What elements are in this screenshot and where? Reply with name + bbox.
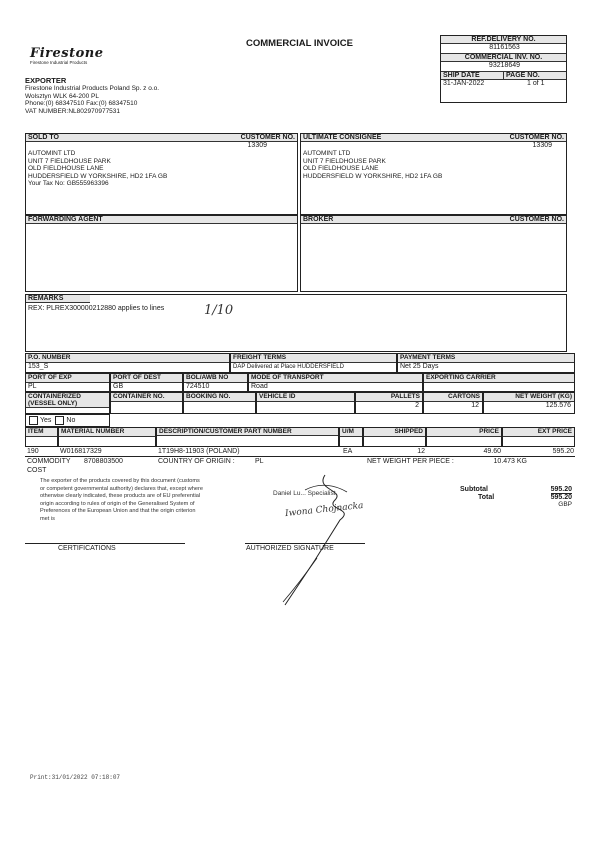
item-row-rule (25, 456, 575, 457)
commodity-value: 8708803500 (84, 458, 123, 465)
port-dest-label: PORT OF DEST (111, 374, 182, 383)
country-label: COUNTRY OF ORIGIN : (158, 458, 235, 465)
commodity-label: COMMODITY (27, 458, 71, 465)
item-ext-price: 595.20 (552, 448, 574, 455)
col-um: U/M (340, 428, 362, 437)
item-um: EA (343, 448, 353, 455)
delivery-no-label: REF.DELIVERY NO. (441, 36, 566, 44)
cost-label: COST (27, 467, 47, 474)
remarks-handwritten: 1/10 (204, 303, 234, 318)
pallets-label: PALLETS (356, 393, 422, 402)
consignee-line: OLD FIELDHOUSE LANE (303, 165, 379, 172)
forwarding-agent-box (25, 215, 298, 292)
no-label: No (66, 416, 76, 424)
ship-date-label: SHIP DATE (441, 72, 504, 80)
document-title: COMMERCIAL INVOICE (246, 38, 353, 49)
net-weight-piece-label: NET WEIGHT PER PIECE : (367, 458, 454, 465)
vehicle-id-label: VEHICLE ID (257, 393, 354, 402)
sold-to-line: AUTOMINT LTD (28, 150, 76, 157)
exporter-line: Firestone Industrial Products Poland Sp. z o.o. (25, 85, 160, 92)
booking-no-label: BOOKING NO. (184, 393, 255, 402)
page-no: 1 of 1 (526, 80, 545, 87)
consignee-box (300, 133, 567, 215)
item-shipped: 12 (417, 448, 425, 455)
col-price: PRICE (427, 428, 501, 437)
exporter-line: VAT NUMBER:NL802970977531 (25, 107, 121, 115)
consignee-line: AUTOMINT LTD (303, 150, 351, 157)
item-material: W016817329 (60, 448, 102, 455)
logo-tagline: Firestone Industrial Products (30, 60, 88, 65)
shipping-grid (25, 353, 575, 427)
exporting-carrier-label: EXPORTING CARRIER (424, 374, 574, 383)
port-exp: PL (28, 383, 37, 390)
bol-no: 724510 (186, 383, 210, 390)
exporter-label: EXPORTER (25, 76, 67, 85)
net-weight-label: NET WEIGHT (KG) (484, 393, 574, 402)
sold-to-customer-no-label: CUSTOMER NO. (240, 134, 295, 141)
pallets: 2 (415, 402, 419, 409)
remarks-box (25, 294, 567, 352)
signature: Iwona Chojnacka (284, 500, 364, 520)
certification-text: The exporter of the products covered by this document (customs or competent governmental authority) declares that, except where otherwise clearly indicated, these products are of EU preferential origin according to rules of origin of the Generalised System of Preferences of the European Union and that the origin criterion met is (40, 478, 203, 522)
sold-to-line: Your Tax No: GB555963396 (28, 180, 109, 187)
signature-scrawl (255, 470, 375, 610)
consignee-customer-no-label: CUSTOMER NO. (509, 134, 564, 141)
reference-box (440, 35, 567, 103)
item-description: 1T19H8-11903 (POLAND) (158, 448, 240, 455)
col-material: MATERIAL NUMBER (59, 428, 155, 437)
bol-label: BOL/AWB NO (184, 374, 247, 383)
broker-box (300, 215, 567, 292)
forwarding-agent-label: FORWARDING AGENT (26, 216, 297, 224)
broker-label: BROKER (303, 216, 334, 223)
payment-terms: Net 25 Days (400, 363, 439, 370)
item-price: 49.60 (483, 448, 501, 455)
consignee-line: HUDDERSFIELD W YORKSHIRE, HD2 1FA GB (303, 172, 443, 180)
net-weight: 125.576 (545, 402, 571, 409)
po-number: 153_S (28, 363, 49, 370)
consignee-label: ULTIMATE CONSIGNEE (303, 134, 382, 141)
country-value: PL (255, 458, 264, 465)
print-footer: Print:31/01/2022 07:18:07 (30, 774, 121, 781)
commercial-inv-label: COMMERCIAL INV. NO. (441, 53, 566, 62)
certifications-rule (25, 543, 185, 544)
ship-date: 31-JAN-2022 (443, 80, 485, 87)
subtotal-label: Subtotal (460, 486, 488, 493)
sold-to-box (25, 133, 298, 215)
net-weight-piece: 10.473 KG (493, 458, 527, 465)
total-label: Total (478, 494, 495, 501)
total-value: 595.20 (550, 494, 572, 501)
subtotal-value: 595.20 (550, 486, 572, 493)
remarks-label: REMARKS (26, 295, 90, 303)
mode-of-transport-label: MODE OF TRANSPORT (249, 374, 422, 383)
stamp-text: Daniel Lu... Specialist (273, 490, 336, 497)
checkbox-yes[interactable] (29, 416, 38, 425)
page-no-label: PAGE NO. (504, 72, 566, 80)
item-no: 190 (27, 448, 39, 455)
sold-to-customer-no: 13309 (247, 142, 267, 149)
company-logo (30, 46, 104, 65)
port-exp-label: PORT OF EXP (26, 374, 109, 383)
containerized-label: CONTAINERIZED (VESSEL ONLY) (26, 393, 109, 408)
col-shipped: SHIPPED (364, 428, 425, 437)
commercial-inv-no: 93218649 (488, 62, 521, 69)
authorized-rule (245, 543, 365, 544)
delivery-no: 81161563 (489, 44, 520, 51)
certifications-label: CERTIFICATIONS (58, 545, 116, 552)
port-dest: GB (113, 383, 124, 390)
totals-block (460, 486, 572, 508)
broker-customer-no-label: CUSTOMER NO. (509, 216, 564, 223)
consignee-customer-no: 13309 (532, 142, 552, 149)
cartons-label: CARTONS (424, 393, 482, 402)
po-number-label: P.O. NUMBER (26, 354, 229, 363)
freight-terms-label: FREIGHT TERMS (231, 354, 396, 363)
col-ext-price: EXT PRICE (503, 428, 574, 437)
currency: GBP (558, 501, 572, 508)
sold-to-line: UNIT 7 FIELDHOUSE PARK (28, 157, 111, 165)
exporter-line: Phone:(0) 68347510 Fax:(0) 68347510 (25, 100, 138, 107)
consignee-line: UNIT 7 FIELDHOUSE PARK (303, 157, 386, 165)
remarks-text: REX: PLREX300000212880 applies to lines (28, 305, 165, 312)
container-no-label: CONTAINER NO. (111, 393, 182, 402)
freight-terms: DAP Delivered at Place HUDDERSFIELD (233, 364, 344, 370)
exporter-line: Wolsztyn WLK 64-200 PL (25, 92, 99, 100)
col-item: ITEM (26, 428, 57, 437)
mode-of-transport: Road (251, 383, 268, 390)
col-description: DESCRIPTION/CUSTOMER PART NUMBER (157, 428, 338, 436)
cartons: 12 (471, 402, 479, 409)
sold-to-line: HUDDERSFIELD W YORKSHIRE, HD2 1FA GB (28, 172, 168, 180)
yes-label: Yes (40, 416, 52, 424)
sold-to-label: SOLD TO (28, 134, 59, 141)
sold-to-line: OLD FIELDHOUSE LANE (28, 165, 104, 172)
checkbox-no[interactable] (55, 416, 64, 425)
logo-text: Firestone (30, 46, 104, 61)
payment-terms-label: PAYMENT TERMS (398, 354, 574, 363)
authorized-signature-label: AUTHORIZED SIGNATURE (246, 545, 334, 552)
exporter-block (25, 76, 285, 115)
